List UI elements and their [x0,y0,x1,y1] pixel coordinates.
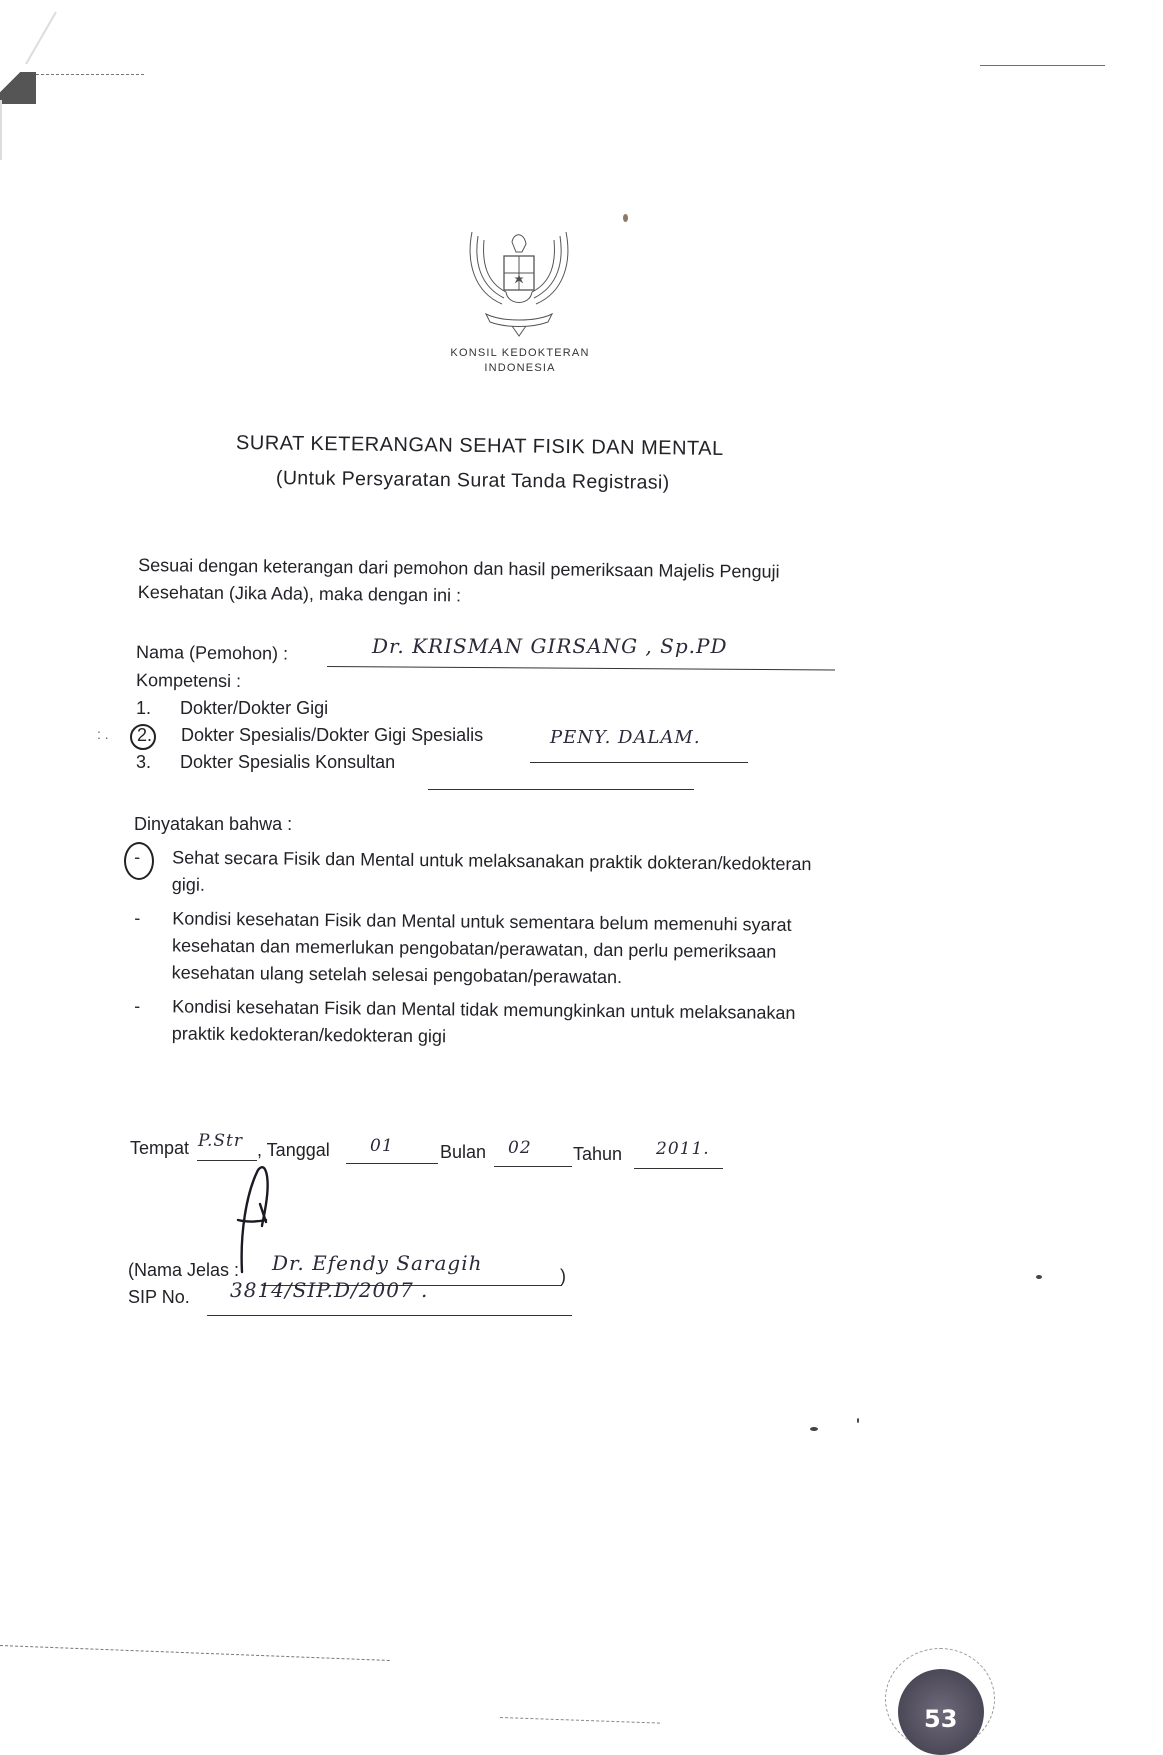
declaration-label: Dinyatakan bahwa : [134,814,293,834]
month-underline [494,1166,572,1167]
option-line: Sehat secara Fisik dan Mental untuk melaksanakan praktik dokteran/kedokteran [172,847,812,875]
scan-line [0,1645,390,1661]
intro-line: Sesuai dengan keterangan dari pemohon dan hasil pemeriksaan Majelis Penguji [138,555,780,582]
option-line: praktik kedokteran/kedokteran gigi [171,1023,447,1047]
declaration-option-2[interactable] [134,905,895,994]
scan-line [980,65,1105,66]
date-value[interactable]: 01 [370,1136,394,1156]
org-name-line1: KONSIL KEDOKTERAN [450,347,590,359]
option-line: Kondisi kesehatan Fisik dan Mental untuk sementara belum memenuhi syarat [172,908,792,935]
full-name-label: (Nama Jelas : [128,1260,240,1280]
sip-label: SIP No. [128,1287,190,1307]
scan-speck [623,214,628,222]
applicant-name-value[interactable]: Dr. KRISMAN GIRSANG , Sp.PD [372,634,728,658]
intro-line: Kesehatan (Jika Ada), maka dengan ini : [137,581,462,606]
option-line: Kondisi kesehatan Fisik dan Mental tidak memungkinkan untuk melaksanakan [172,996,796,1023]
scan-mark: : . [97,726,109,742]
scan-speck [857,1418,859,1423]
option-line: kesehatan ulang setelah selesai pengobatan/perawatan. [171,962,623,988]
applicant-name-row [136,642,288,665]
page-number: 53 [924,1705,958,1733]
sip-value[interactable]: 3814/SIP.D/2007 . [230,1278,429,1302]
month-value[interactable]: 02 [508,1138,532,1158]
year-underline [634,1168,723,1169]
bullet-dash: - [134,908,141,929]
scan-speck [1036,1275,1042,1279]
month-label: Bulan [440,1142,487,1162]
specialty-value[interactable]: PENY. DALAM. [550,727,701,748]
option-line: gigi. [171,874,205,895]
competence-label: Kompetensi : [135,670,242,692]
applicant-name-label: Nama (Pemohon) : [135,642,289,664]
page-number-stamp [885,1648,995,1750]
full-name-value[interactable]: Dr. Efendy Saragih [272,1251,483,1275]
document-subtitle: (Untuk Persyaratan Surat Tanda Registrasi) [275,467,670,494]
competence-label: Dokter Spesialis Konsultan [180,752,396,772]
scan-line [36,74,144,75]
full-name-close: ) [560,1266,566,1286]
consultant-underline [428,789,694,790]
competence-item-3[interactable] [136,752,395,773]
competence-item-2[interactable] [136,725,483,746]
garuda-emblem-icon [462,222,576,340]
declaration-option-3[interactable] [134,993,895,1055]
scan-artifact [0,100,2,160]
scan-artifact [25,12,57,65]
org-name-line2: INDONESIA [484,362,556,374]
year-label: Tahun [573,1144,623,1164]
date-label: , Tanggal [257,1140,330,1160]
competence-number: 2. [137,725,153,745]
folded-corner [0,72,36,104]
bullet-dash: - [134,996,141,1017]
competence-label: Dokter/Dokter Gigi [180,698,329,718]
competence-number: 1. [136,698,152,718]
place-underline [197,1160,257,1161]
place-value[interactable]: P.Str [198,1131,244,1151]
sip-underline [207,1315,572,1316]
organization-name [400,346,640,376]
scan-speck [810,1427,818,1431]
declaration-option-1[interactable] [134,844,895,906]
scan-line [500,1717,660,1724]
competence-item-1[interactable] [136,698,328,719]
document-title: SURAT KETERANGAN SEHAT FISIK DAN MENTAL [235,432,724,460]
bullet-dash: - [134,847,141,868]
competence-label: Dokter Spesialis/Dokter Gigi Spesialis [181,725,484,745]
place-label: Tempat [130,1138,190,1158]
competence-number: 3. [136,752,152,772]
year-value[interactable]: 2011. [656,1139,710,1159]
intro-paragraph [138,552,899,614]
specialty-underline [530,762,748,763]
date-underline [346,1163,438,1164]
stamp-disc [898,1669,984,1755]
applicant-name-underline [327,666,835,671]
option-line: kesehatan dan memerlukan pengobatan/perawatan, dan perlu pemeriksaan [171,935,777,962]
